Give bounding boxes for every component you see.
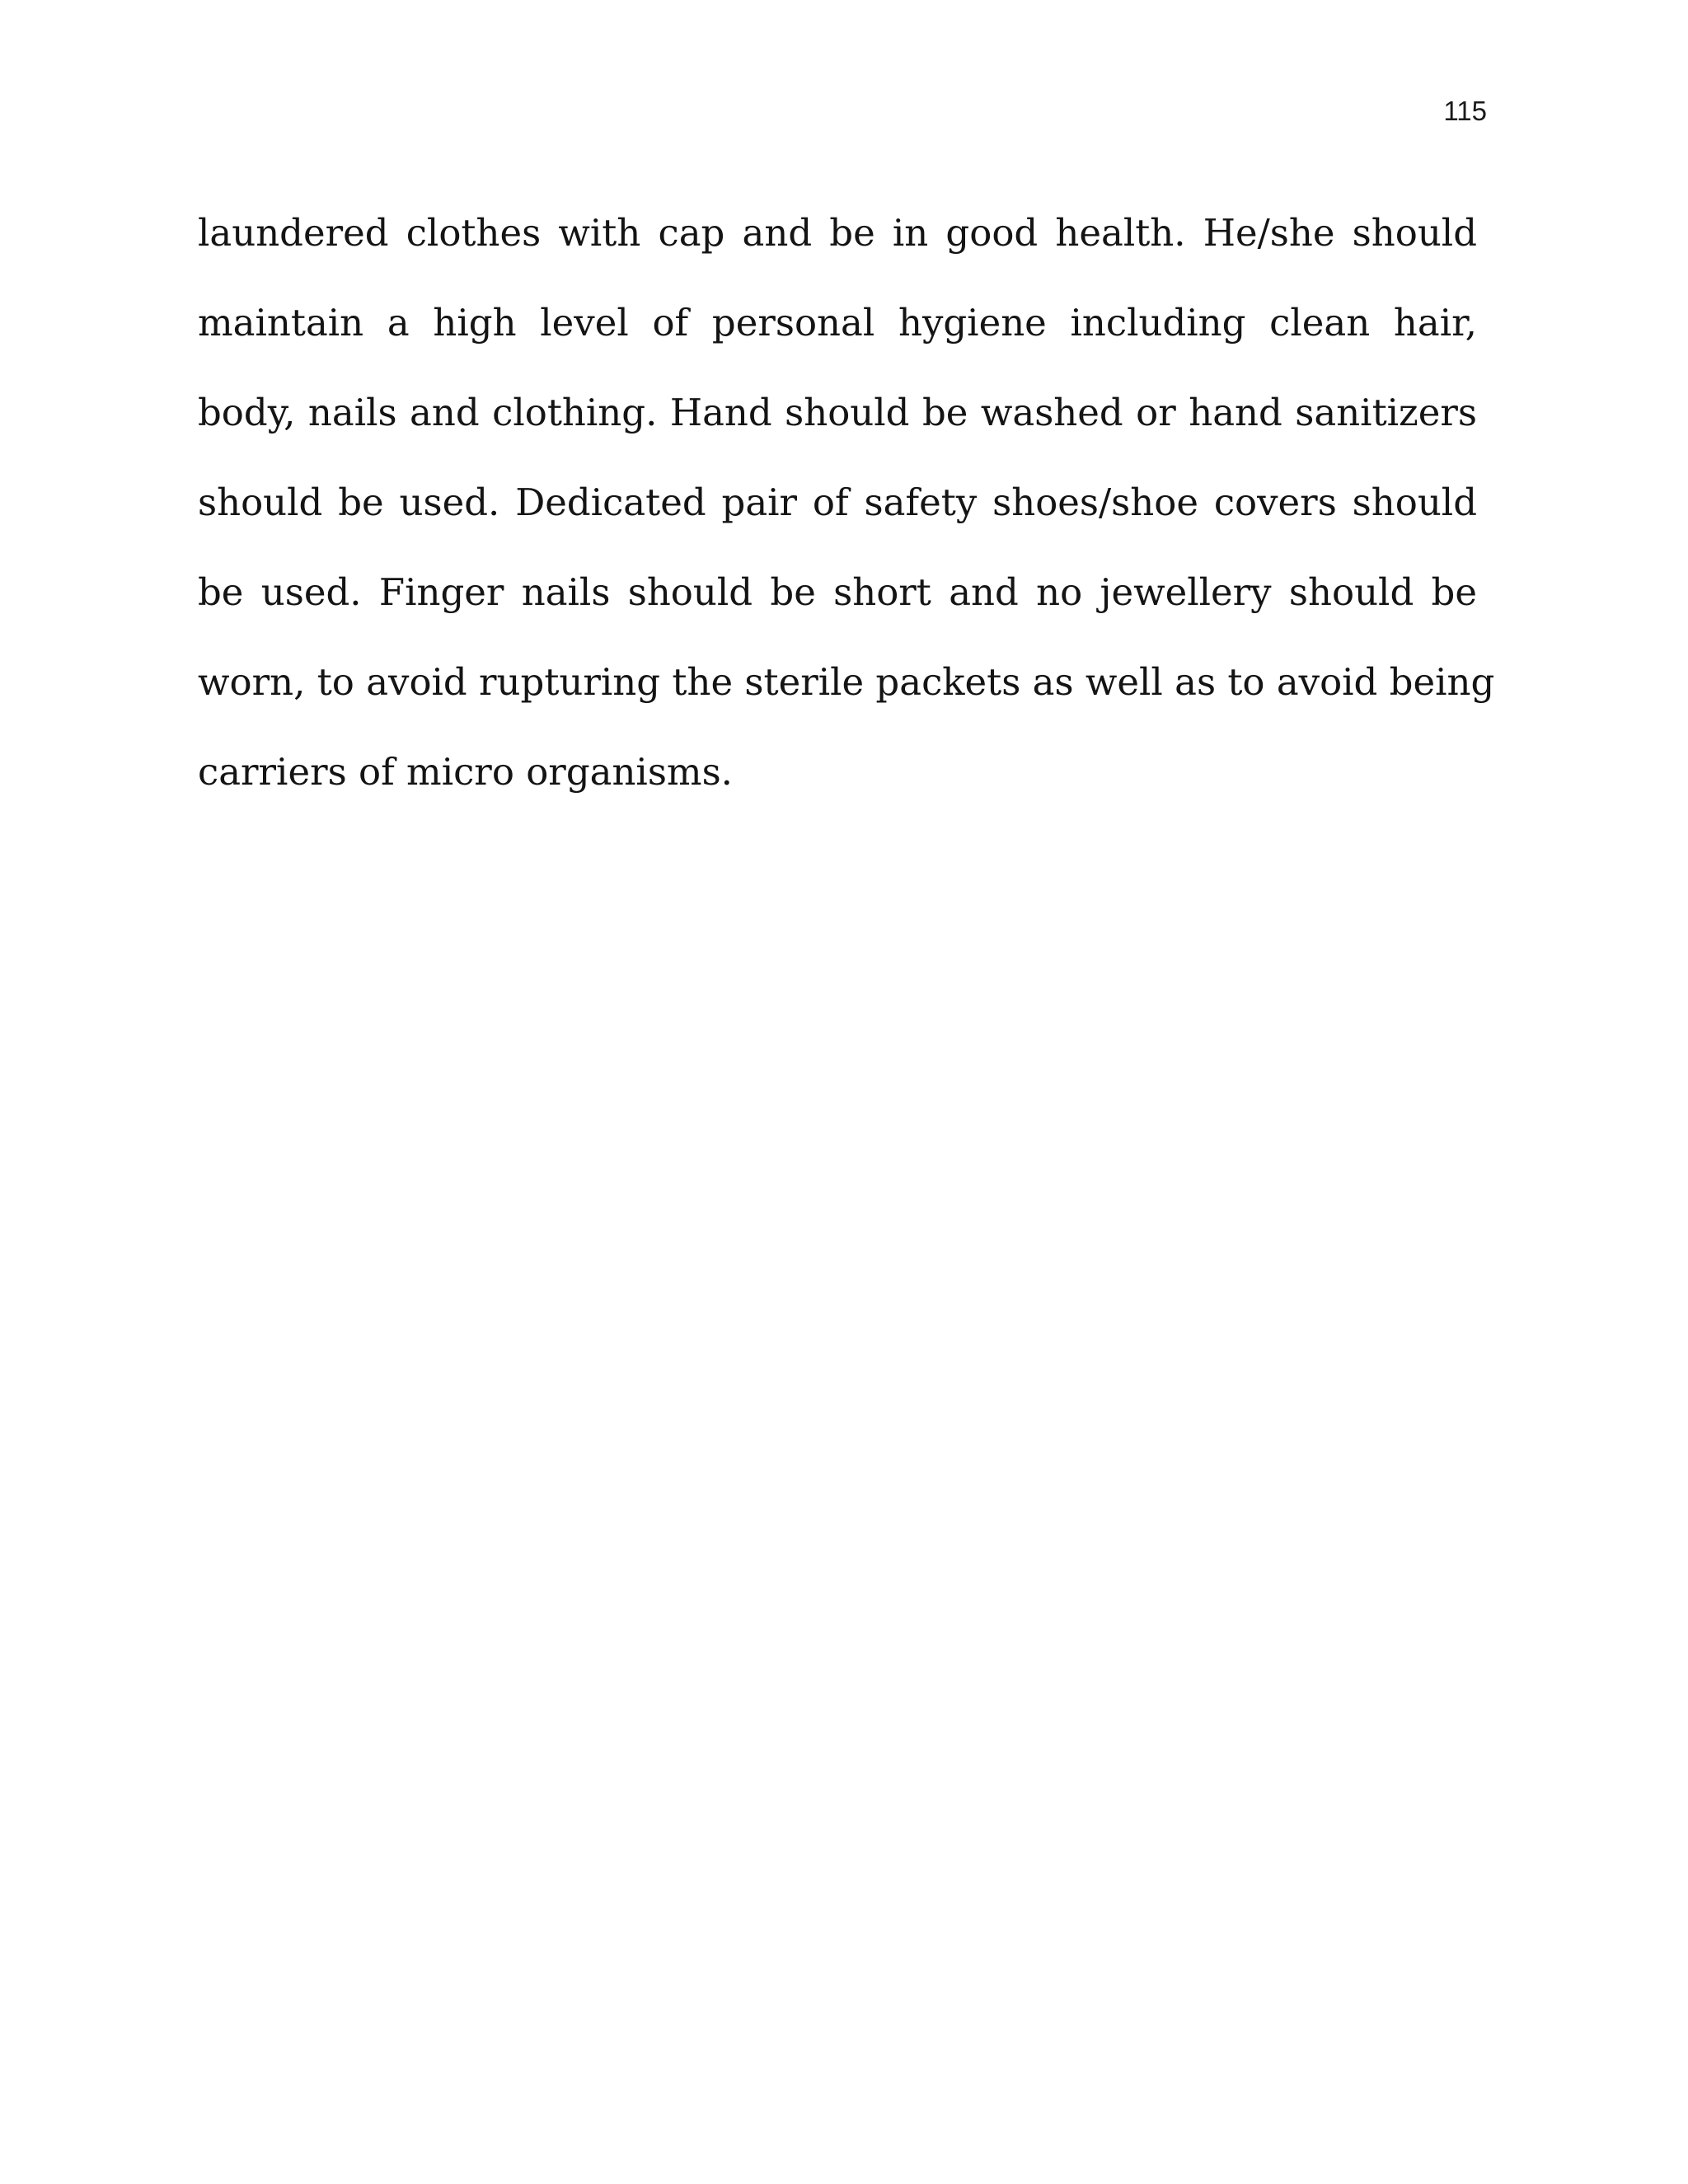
paragraph-line: carriers of micro organisms. — [198, 750, 733, 794]
paragraph-line: body, nails and clothing. Hand should be washed or hand sanitizers — [198, 391, 1477, 434]
paragraph-line: should be used. Dedicated pair of safety shoes/shoe covers should — [198, 480, 1477, 524]
paragraph-line: worn, to avoid rupturing the sterile packets as well as to avoid being — [198, 660, 1495, 704]
paragraph-line: maintain a high level of personal hygiene including clean hair, — [198, 301, 1477, 344]
paragraph-line: laundered clothes with cap and be in good health. He/she should — [198, 211, 1477, 255]
page-number: 115 — [1443, 96, 1487, 126]
paragraph-line: be used. Finger nails should be short and no jewellery should be — [198, 570, 1477, 614]
body-paragraph — [198, 188, 1495, 817]
